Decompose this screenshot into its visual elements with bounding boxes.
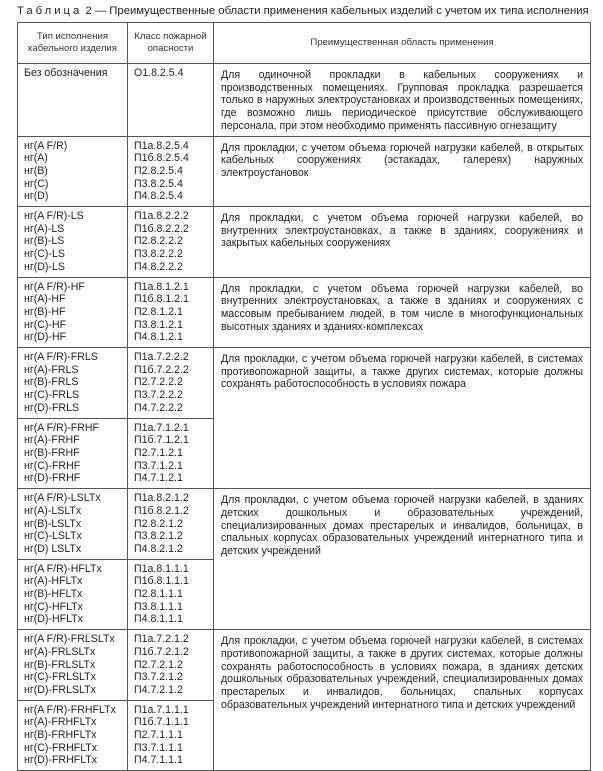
cable-type: нг(A F/R)-LS [24,210,84,223]
header-row [18,23,591,64]
fire-class-code: П1б.8.2.1.2 [134,504,189,517]
fire-class-code: П2.8.2.1.2 [134,517,183,530]
fire-class-code: П1б.8.2.2.2 [134,222,189,235]
cable-type: нг(D)-FRHFLTx [24,754,98,767]
fire-class-code: П2.8.2.5.4 [134,164,183,177]
fire-class-cell [128,630,214,701]
fire-class-code: П1б.7.2.2.2 [134,363,189,376]
table-row [18,348,591,419]
fire-class-code: П1б.8.1.2.1 [134,293,189,306]
fire-class-code: П3.8.2.1.2 [134,530,183,543]
table-row [18,630,591,701]
cable-type-cell [18,700,128,771]
cable-type: нг(D)-FRLSLTx [24,683,96,696]
fire-class-cell [128,136,214,207]
application-description: Для одиночной прокладки в кабельных сооружениях и производственных помещениях. Групповая прокладка разрешается только в наружных электроустановках и производственных помещениях, где возможно лишь периодическое присутствие обслуживающего персонала, при этом необходимо применять пассивную огнезащиту [214,64,591,137]
cable-type: нг(C)-LS [24,248,65,261]
cable-type: нг(B)-FRLS [24,376,79,389]
cable-type-cell [18,64,128,137]
cable-type: нг(C)-HF [24,318,67,331]
cable-type: нг(A) [24,152,48,165]
fire-class-code: П2.8.1.2.1 [134,305,183,318]
fire-class-code: П3.8.2.5.4 [134,177,183,190]
cable-type-cell [18,418,128,489]
cable-type-cell [18,207,128,278]
cable-type: нг(B)-FRHFLTx [24,729,97,742]
fire-class-cell [128,64,214,137]
table-row [18,277,591,348]
fire-class-code: П1а.8.2.5.4 [134,139,189,152]
fire-class-code: П2.8.1.1.1 [134,588,183,601]
cable-type: нг(D) [24,190,49,203]
cable-type: нг(D)-HF [24,331,67,344]
fire-class-code: П4.8.2.5.4 [134,190,183,203]
cable-type: нг(D)-FRLS [24,401,80,414]
fire-class-cell [128,489,214,560]
fire-class-code: П3.7.2.1.2 [134,671,183,684]
cable-type: нг(A F/R) [24,139,68,152]
fire-class-code: П1а.8.2.2.2 [134,210,189,223]
cable-type: нг(A)-HF [24,293,66,306]
application-description: Для прокладки, с учетом объема горючей нагрузки кабелей, в системах противопожарной защиты, а также других системах, которые должны сохранять работоспособность в условиях пожара [214,348,591,489]
fire-class-code: П1а.7.1.1.1 [134,703,189,716]
cable-type: нг(A)-FRHFLTx [24,716,97,729]
fire-class-cell [128,559,214,630]
cable-type: нг(C)-HFLTx [24,600,83,613]
cable-application-table [17,22,591,771]
cable-type-cell [18,489,128,560]
fire-class-code: П2.7.1.1.1 [134,729,183,742]
header-fire-class: Класс пожарной опасности [128,23,214,64]
fire-class-code: П2.7.2.2.2 [134,376,183,389]
fire-class-code: П1б.7.1.2.1 [134,434,189,447]
fire-class-code: П3.8.1.2.1 [134,318,183,331]
header-application-area: Преимущественная область применения [214,23,591,64]
cable-type-cell [18,136,128,207]
fire-class-cell [128,418,214,489]
fire-class-code: П3.8.2.2.2 [134,248,183,261]
caption-text: 2 — Преимущественные области применения кабельных изделий с учетом их типа исполнения [85,5,589,17]
application-description: Для прокладки, с учетом объема горючей нагрузки кабелей, в системах противопожарной защиты, а также в других системах, которые должны сохранять работоспособность в условиях пожара, в зданиях детских дошкольных образовательных учреждений, специализированных домах престарелых и инвалидов, больницах, спальных корпусах образовательных учреждений интернатного типа и детских учреждений [214,630,591,771]
fire-class-code: О1.8.2.5.4 [134,67,184,79]
fire-class-code: П1б.8.1.1.1 [134,575,189,588]
fire-class-code: П1а.7.1.2.1 [134,421,189,434]
fire-class-cell [128,700,214,771]
application-description: Для прокладки, с учетом объема горючей нагрузки кабелей, во внутренних электроустановках, а также в зданиях и сооружениях с массовым пребыванием людей, в том числе в многофункциональных высотных зданиях и зданиях-комплексах [214,277,591,348]
cable-type: нг(A)-LSLTx [24,504,82,517]
table-caption [17,5,589,17]
fire-class-code: П1а.7.2.1.2 [134,633,189,646]
fire-class-code: П3.7.2.2.2 [134,389,183,402]
cable-type-cell [18,348,128,419]
cable-type: нг(D)-FRHF [24,472,81,485]
fire-class-code: П4.8.2.1.2 [134,542,183,555]
fire-class-code: П1б.7.1.1.1 [134,716,189,729]
header-cable-type: Тип исполнения кабельного изделия [18,23,128,64]
table-row [18,64,591,137]
fire-class-code: П4.8.1.2.1 [134,331,183,344]
cable-type: нг(B)-HFLTx [24,588,83,601]
cable-type-cell [18,630,128,701]
cable-type: нг(B)-LSLTx [24,517,82,530]
fire-class-cell [128,348,214,419]
cable-type: нг(A)-FRLSLTx [24,645,96,658]
fire-class-code: П4.8.1.1.1 [134,613,183,626]
fire-class-code: П4.7.2.2.2 [134,401,183,414]
caption-label: Таблица [17,5,83,17]
fire-class-code: П4.7.1.1.1 [134,754,183,767]
cable-type: нг(B)-HF [24,305,66,318]
application-description: Для прокладки, с учетом объема горючей нагрузки кабелей, в зданиях детских дошкольных и образовательных учреждений, специализированных домах престарелых и инвалидов, больницах, в спальных корпусах образовательных учреждений интернатного типа и детских учреждений [214,489,591,630]
fire-class-code: П2.7.2.1.2 [134,658,183,671]
cable-type: нг(A F/R)-LSLTx [24,492,101,505]
table-body [18,64,591,771]
cable-type: нг(C)-FRHF [24,459,81,472]
fire-class-code: П1а.7.2.2.2 [134,351,189,364]
cable-type: нг(B)-FRHF [24,446,80,459]
fire-class-cell [128,207,214,278]
table-row [18,207,591,278]
cable-type: нг(A)-FRHF [24,434,80,447]
cable-type: нг(A F/R)-FRHF [24,421,100,434]
cable-type: нг(A F/R)-FRHFLTx [24,703,116,716]
cable-type: нг(B)-FRLSLTx [24,658,96,671]
fire-class-code: П4.8.2.2.2 [134,260,183,273]
cable-type: нг(C) [24,177,49,190]
fire-class-code: П2.8.2.2.2 [134,235,183,248]
fire-class-code: П1а.8.2.1.2 [134,492,189,505]
cable-type: нг(C)-FRHFLTx [24,741,98,754]
cable-type: нг(A F/R)-HFLTx [24,562,102,575]
cable-type: нг(A F/R)-HF [24,280,85,293]
table-row [18,489,591,560]
cable-type: нг(C)-FRLS [24,389,80,402]
fire-class-code: П1б.8.2.5.4 [134,152,189,165]
cable-type-cell [18,559,128,630]
cable-type: нг(D) LSLTx [24,542,82,555]
fire-class-code: П1б.7.2.1.2 [134,645,189,658]
cable-type: нг(C)-FRLSLTx [24,671,96,684]
fire-class-code: П1а.8.1.1.1 [134,562,189,575]
cable-type: нг(B) [24,164,48,177]
cable-type-cell [18,277,128,348]
fire-class-code: П4.7.1.2.1 [134,472,183,485]
cable-type: нг(B)-LS [24,235,65,248]
application-description: Для прокладки, с учетом объема горючей нагрузки кабелей, в открытых кабельных сооружениях (эстакадах, галереях) наружных электроустановок [214,136,591,207]
fire-class-code: П1а.8.1.2.1 [134,280,189,293]
cable-type: нг(A)-LS [24,222,65,235]
fire-class-code: П4.7.2.1.2 [134,683,183,696]
table-row [18,136,591,207]
cable-type: нг(A F/R)-FRLSLTx [24,633,115,646]
application-description: Для прокладки, с учетом объема горючей нагрузки кабелей, во внутренних электроустановках, а также в зданиях, сооружениях и закрытых кабельных сооружениях [214,207,591,278]
cable-type: нг(A F/R)-FRLS [24,351,98,364]
cable-type: Без обозначения [24,67,108,79]
cable-type: нг(A)-HFLTx [24,575,83,588]
cable-type: нг(D)-LS [24,260,65,273]
fire-class-code: П3.7.1.1.1 [134,741,183,754]
fire-class-code: П3.7.1.2.1 [134,459,183,472]
cable-type: нг(D)-HFLTx [24,613,83,626]
fire-class-code: П2.7.1.2.1 [134,446,183,459]
cable-type: нг(A)-FRLS [24,363,79,376]
fire-class-cell [128,277,214,348]
fire-class-code: П3.8.1.1.1 [134,600,183,613]
cable-type: нг(C)-LSLTx [24,530,82,543]
